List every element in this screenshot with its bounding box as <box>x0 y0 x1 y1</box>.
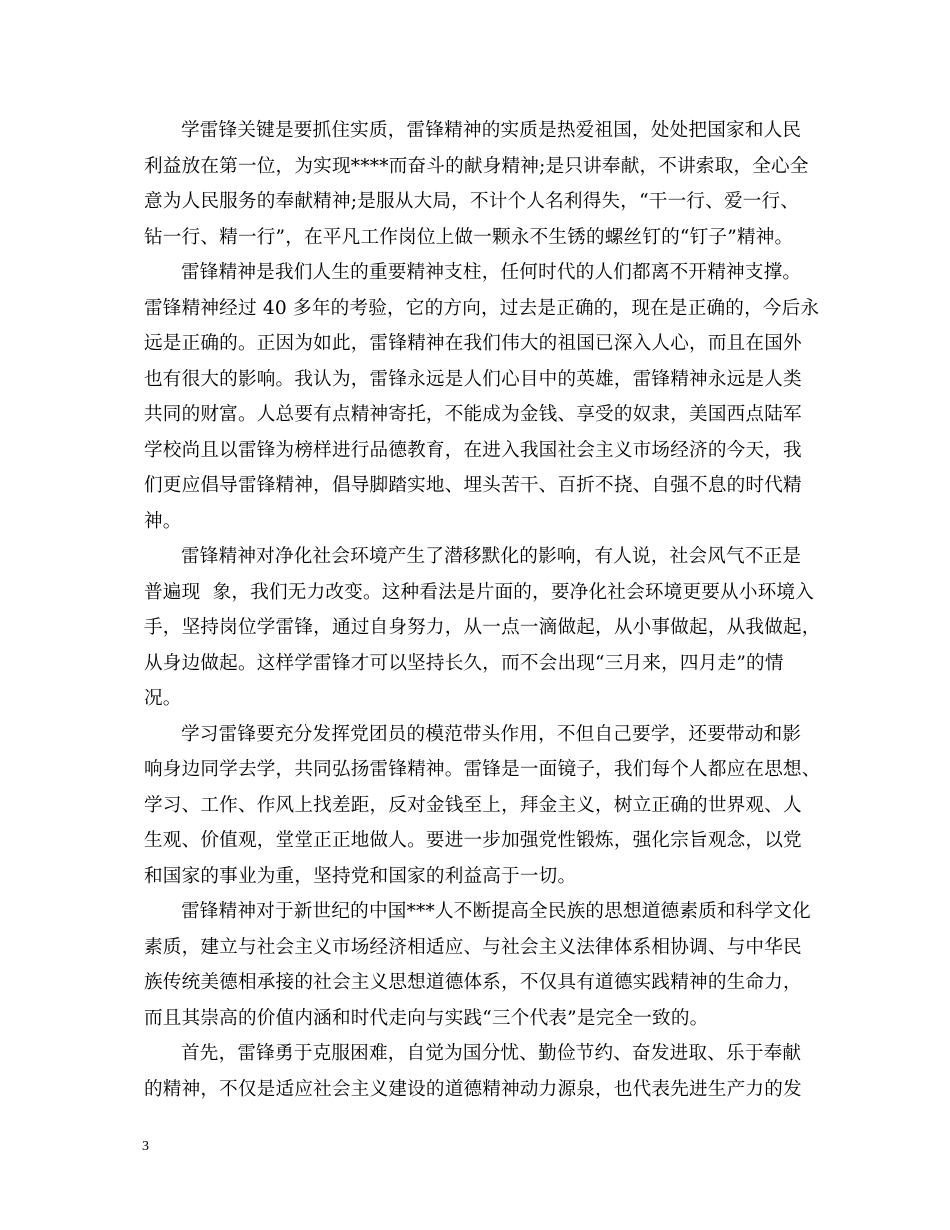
paragraph-line: 也有很大的影响。我认为，雷锋永远是人们心目中的英雄，雷锋精神永远是人类 <box>144 368 802 390</box>
paragraph-line: 学雷锋关键是要抓住实质，雷锋精神的实质是热爱祖国，处处把国家和人民 <box>181 120 802 141</box>
paragraph-line: 雷锋精神是我们人生的重要精神支柱，任何时代的人们都离不开精神支撑。 <box>181 262 802 283</box>
paragraph-line: 共同的财富。人总要有点精神寄托，不能成为金钱、享受的奴隶，美国西点陆军 <box>144 404 802 425</box>
paragraph-line: 首先，雷锋勇于克服困难，自觉为国分忧、勤俭节约、奋发进取、乐于奉献 <box>181 1043 802 1064</box>
paragraph-line: 神。 <box>144 510 182 532</box>
paragraph-line: 生观、价值观，堂堂正正地做人。要进一步加强党性锻炼，强化宗旨观念，以党 <box>144 830 802 851</box>
paragraph-line: 学校尚且以雷锋为榜样进行品德教育，在进入我国社会主义市场经济的今天，我 <box>144 439 802 461</box>
paragraph-line: 从身边做起。这样学雷锋才可以坚持长久，而不会出现“三月来，四月走”的情 <box>144 652 784 674</box>
page-number: 3 <box>142 1139 149 1154</box>
paragraph-line: 雷锋精神经过 40 多年的考验，它的方向，过去是正确的，现在是正确的，今后永 <box>144 297 820 319</box>
paragraph-line: 学习雷锋要充分发挥党团员的模范带头作用，不但自己要学，还要带动和影 <box>181 723 802 745</box>
body-text <box>144 113 821 1107</box>
paragraph-line: 钻一行、精一行”，在平凡工作岗位上做一颗永不生锈的螺丝钉的“钉子”精神。 <box>144 226 794 248</box>
paragraph-line: 雷锋精神对于新世纪的中国***人不断提高全民族的思想道德素质和科学文化 <box>181 901 811 922</box>
paragraph-line: 素质，建立与社会主义市场经济相适应、与社会主义法律体系相协调、与中华民 <box>144 936 802 958</box>
paragraph-line: 手，坚持岗位学雷锋，通过自身努力，从一点一滴做起，从小事做起，从我做起， <box>144 617 821 638</box>
paragraph-line: 学习、工作、作风上找差距，反对金钱至上，拜金主义，树立正确的世界观、人 <box>144 794 802 816</box>
paragraph-line: 而且其崇高的价值内涵和时代走向与实践“三个代表”是完全一致的。 <box>144 1007 709 1029</box>
paragraph-line: 意为人民服务的奉献精神;是服从大局，不计个人名利得失，“干一行、爱一行、 <box>144 191 800 212</box>
paragraph-line: 况。 <box>144 688 182 709</box>
paragraph-line: 雷锋精神对净化社会环境产生了潜移默化的影响，有人说，社会风气不正是 <box>181 546 802 567</box>
paragraph-line: 们更应倡导雷锋精神，倡导脚踏实地、埋头苦干、百折不挠、自强不息的时代精 <box>144 475 802 496</box>
paragraph-line: 响身边同学去学，共同弘扬雷锋精神。雷锋是一面镜子，我们每个人都应在思想、 <box>144 759 821 780</box>
paragraph-line: 族传统美德相承接的社会主义思想道德体系，不仅具有道德实践精神的生命力， <box>144 972 802 993</box>
paragraph-line: 和国家的事业为重，坚持党和国家的利益高于一切。 <box>144 865 577 887</box>
paragraph-line: 的精神，不仅是适应社会主义建设的道德精神动力源泉，也代表先进生产力的发 <box>144 1078 802 1100</box>
paragraph-line: 远是正确的。正因为如此，雷锋精神在我们伟大的祖国已深入人心，而且在国外 <box>144 333 802 354</box>
paragraph-line: 普遍现 象，我们无力改变。这种看法是片面的，要净化社会环境更要从小环境入 <box>144 581 815 603</box>
paragraph-line: 利益放在第一位，为实现****而奋斗的献身精神;是只讲奉献，不讲索取，全心全 <box>144 155 809 177</box>
